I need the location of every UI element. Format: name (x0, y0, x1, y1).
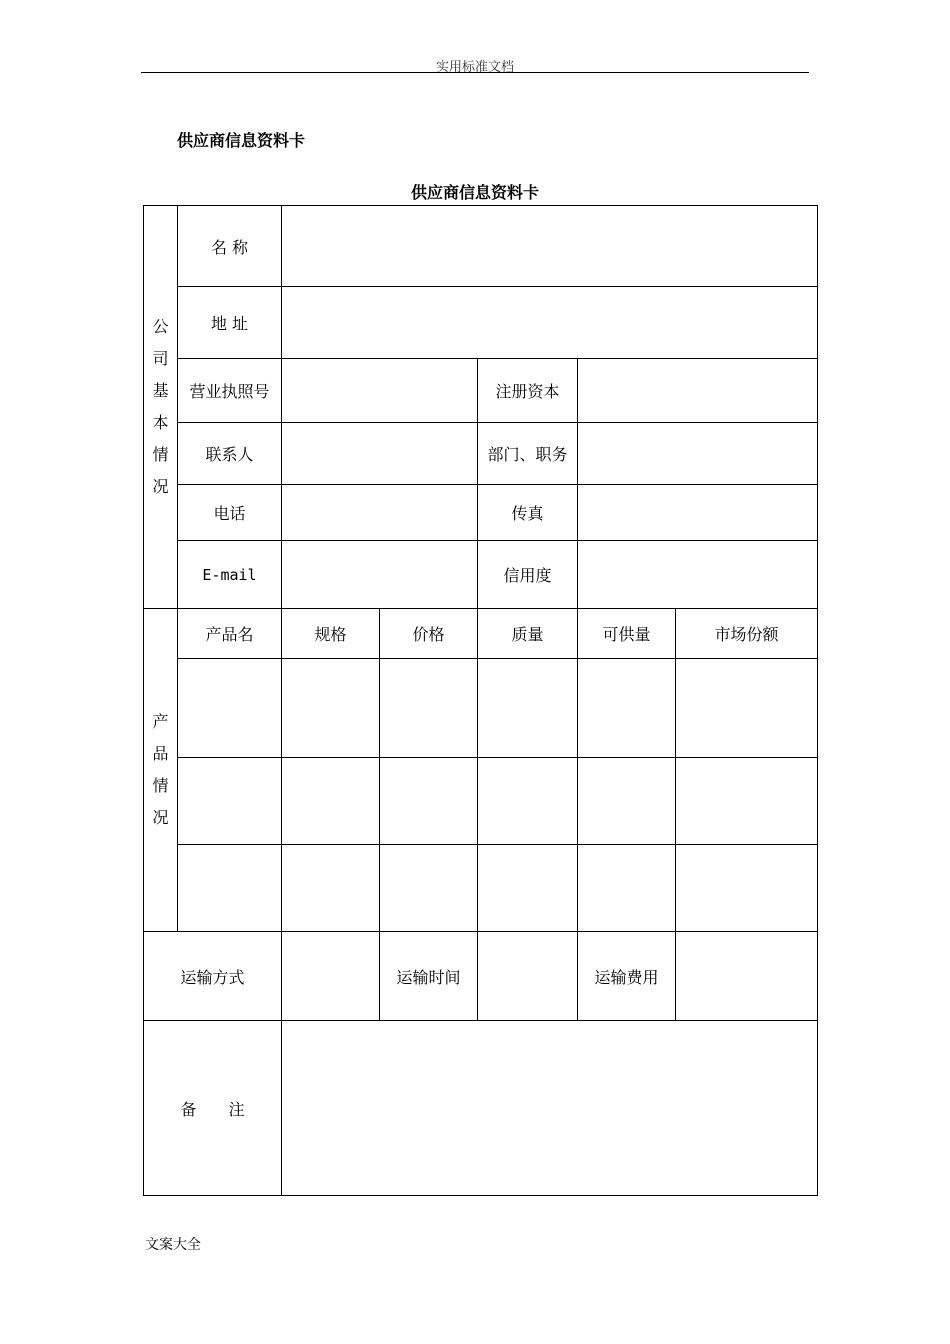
product-cell[interactable] (478, 758, 578, 845)
transport-cost-value[interactable] (676, 932, 818, 1021)
company-section-label-char: 本 (152, 413, 169, 432)
company-section-label-char: 基 (152, 381, 169, 400)
email-label: E-mail (178, 541, 282, 609)
address-label: 地 址 (178, 287, 282, 359)
product-section-label-char: 产 (152, 712, 169, 731)
capital-value[interactable] (578, 359, 818, 423)
product-cell[interactable] (178, 845, 282, 932)
name-label: 名 称 (178, 206, 282, 287)
page-footer: 文案大全 (145, 1237, 201, 1253)
dept-label: 部门、职务 (478, 423, 578, 485)
supplier-info-table (143, 205, 818, 1196)
col-quality: 质量 (478, 609, 578, 659)
product-cell[interactable] (380, 758, 478, 845)
col-product-name: 产品名 (178, 609, 282, 659)
product-cell[interactable] (282, 845, 380, 932)
capital-label: 注册资本 (478, 359, 578, 423)
table-title: 供应商信息资料卡 (410, 183, 539, 202)
product-cell[interactable] (178, 758, 282, 845)
product-cell[interactable] (676, 659, 818, 758)
col-spec: 规格 (282, 609, 380, 659)
product-cell[interactable] (676, 758, 818, 845)
phone-label: 电话 (178, 485, 282, 541)
email-value[interactable] (282, 541, 478, 609)
document-heading: 供应商信息资料卡 (177, 131, 306, 150)
remarks-value[interactable] (282, 1021, 818, 1196)
product-row (144, 659, 818, 758)
credit-value[interactable] (578, 541, 818, 609)
phone-value[interactable] (282, 485, 478, 541)
product-row (144, 758, 818, 845)
transport-time-value[interactable] (478, 932, 578, 1021)
credit-label: 信用度 (478, 541, 578, 609)
fax-value[interactable] (578, 485, 818, 541)
product-cell[interactable] (676, 845, 818, 932)
company-section-label-char: 情 (152, 445, 169, 464)
product-cell[interactable] (578, 845, 676, 932)
product-cell[interactable] (380, 659, 478, 758)
transport-cost-label: 运输费用 (578, 932, 676, 1021)
product-cell[interactable] (282, 758, 380, 845)
product-cell[interactable] (578, 659, 676, 758)
fax-label: 传真 (478, 485, 578, 541)
product-section-label-char: 况 (152, 808, 169, 827)
transport-method-label: 运输方式 (144, 932, 282, 1021)
name-value[interactable] (282, 206, 818, 287)
header-rule (141, 72, 809, 73)
transport-time-label: 运输时间 (380, 932, 478, 1021)
product-cell[interactable] (478, 659, 578, 758)
product-row (144, 845, 818, 932)
product-cell[interactable] (478, 845, 578, 932)
dept-value[interactable] (578, 423, 818, 485)
license-label: 营业执照号 (178, 359, 282, 423)
contact-label: 联系人 (178, 423, 282, 485)
product-section-label-char: 情 (152, 776, 169, 795)
product-section-label-char: 品 (152, 744, 169, 763)
contact-value[interactable] (282, 423, 478, 485)
page-header: 实用标准文档 (435, 60, 514, 75)
product-cell[interactable] (380, 845, 478, 932)
col-supply-qty: 可供量 (578, 609, 676, 659)
col-price: 价格 (380, 609, 478, 659)
transport-method-value[interactable] (282, 932, 380, 1021)
company-section-label-char: 司 (152, 349, 169, 368)
license-value[interactable] (282, 359, 478, 423)
remarks-label: 备 注 (144, 1021, 282, 1196)
address-value[interactable] (282, 287, 818, 359)
product-cell[interactable] (178, 659, 282, 758)
product-section-label (144, 609, 178, 932)
product-cell[interactable] (282, 659, 380, 758)
company-section-label (144, 206, 178, 609)
product-cell[interactable] (578, 758, 676, 845)
company-section-label-char: 公 (152, 317, 169, 336)
company-section-label-char: 况 (152, 477, 169, 496)
col-market-share: 市场份额 (676, 609, 818, 659)
